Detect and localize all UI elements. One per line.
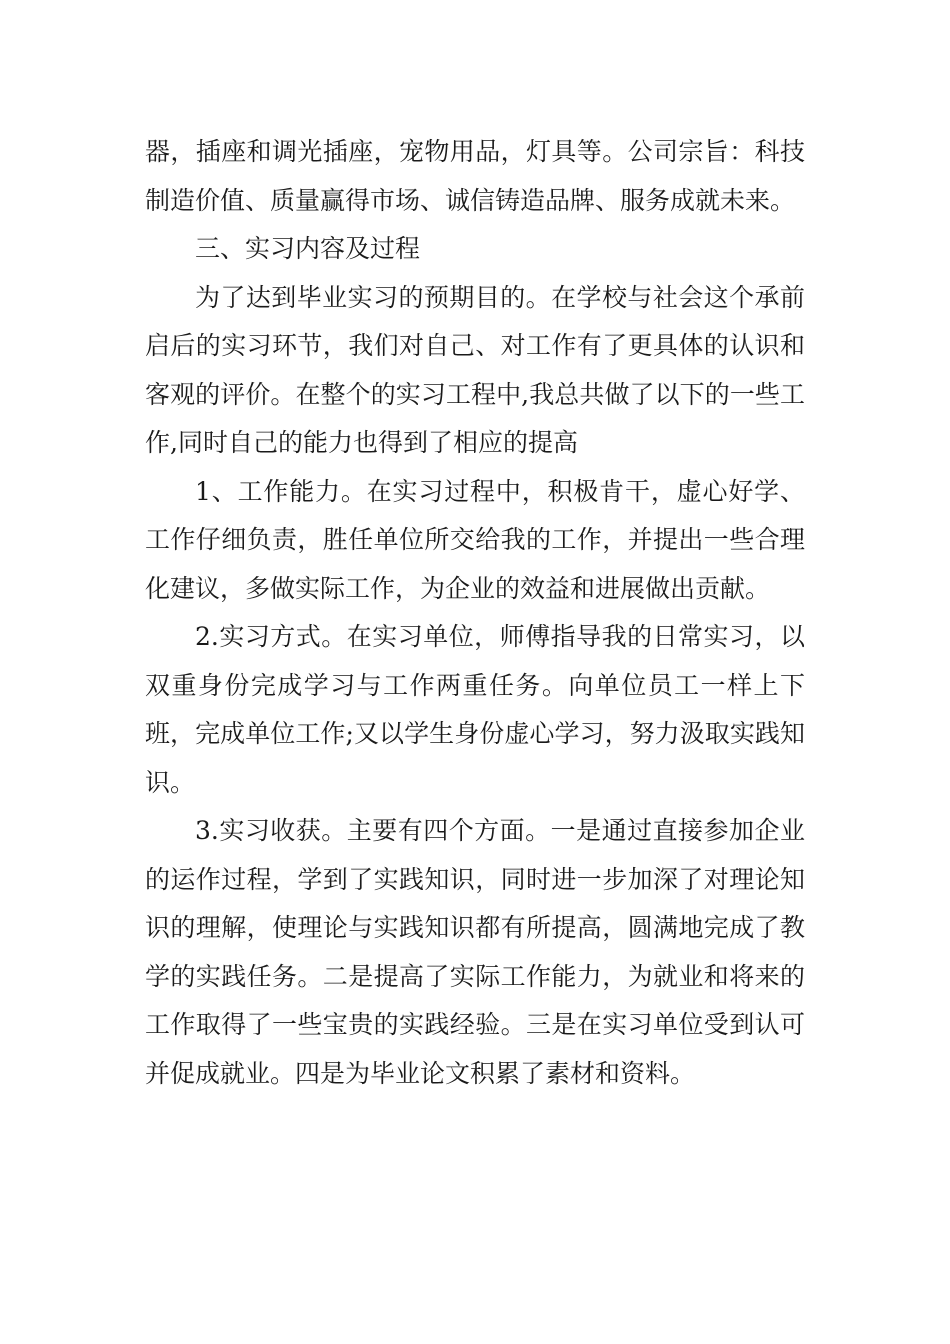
section-heading: 三、实习内容及过程 <box>195 234 421 263</box>
document-body <box>145 128 805 1098</box>
paragraph-internship-method: 2.实习方式。在实习单位，师傅指导我的日常实习，以双重身份完成学习与工作两重任务。向单位员工一样上下班，完成单位工作;又以学生身份虚心学习，努力汲取实践知识。 <box>145 622 805 797</box>
paragraph-intro: 为了达到毕业实习的预期目的。在学校与社会这个承前启后的实习环节，我们对自己、对工作有了更具体的认识和客观的评价。在整个的实习工程中,我总共做了以下的一些工作,同时自己的能力也得到了相应的提高 <box>145 282 805 457</box>
paragraph-internship-gains: 3.实习收获。主要有四个方面。一是通过直接参加企业的运作过程，学到了实践知识，同时进一步加深了对理论知识的理解，使理论与实践知识都有所提高，圆满地完成了教学的实践任务。二是提高了实际工作能力，为就业和将来的工作取得了一些宝贵的实践经验。三是在实习单位受到认可并促成就业。四是为毕业论文积累了素材和资料。 <box>145 816 805 1088</box>
paragraph-continuation: 器，插座和调光插座，宠物用品，灯具等。公司宗旨：科技制造价值、质量赢得市场、诚信铸造品牌、服务成就未来。 <box>145 137 805 215</box>
paragraph-work-ability: 1、工作能力。在实习过程中，积极肯干，虚心好学、工作仔细负责，胜任单位所交给我的工作，并提出一些合理化建议，多做实际工作，为企业的效益和进展做出贡献。 <box>145 476 805 603</box>
